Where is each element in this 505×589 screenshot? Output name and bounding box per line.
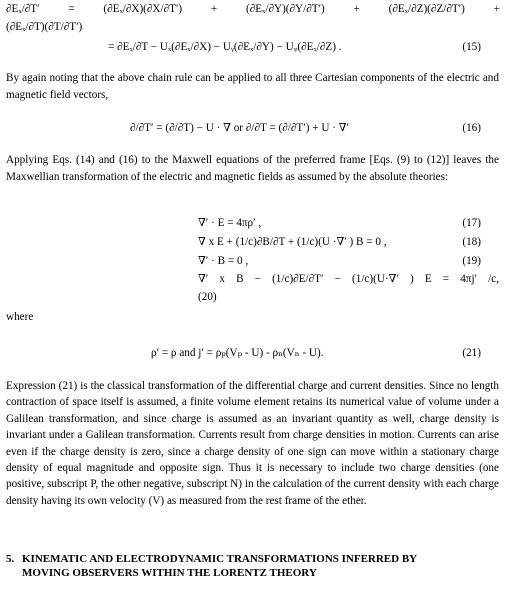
equation-15-line-1: ∂Eₓ/∂T′ = (∂Eₓ/∂X)(∂X/∂T′) + (∂Eₓ/∂Y)(∂Y/∂T′) + (∂Eₓ/∂Z)(∂Z/∂T′) + [6, 3, 500, 15]
equation-17: ∇′ · E = 4πρ′ , [198, 217, 262, 229]
section-number: 5. [6, 553, 15, 565]
equation-19: ∇′ · B = 0 , [198, 255, 249, 267]
equation-17-number: (17) [462, 217, 481, 229]
equation-18: ∇ x E + (1/c)∂B/∂T + (1/c)(U ·∇′ ) B = 0 , [198, 236, 387, 248]
equation-21-number: (21) [462, 347, 481, 359]
equation-15-line-2: (∂Eₓ/∂T)(∂T/∂T′) [6, 21, 83, 33]
paragraph-chain-rule: By again noting that the above chain rule can be applied to all three Cartesian components of the electric and magnetic field vectors, [6, 72, 499, 101]
equation-16-number: (16) [462, 122, 481, 134]
paragraph-classical-transformation: Expression (21) is the classical transformation of the differential charge and current densities. Since no length contraction of space itself is assumed, a finite volume element retains its numerical value of volume under a Galilean transformation, and since charge is assumed as an invariant quantity as well, charge density is invariant under a Galilean transformation. Currents result from charge densities in motion. Currents can arise even if the charge density is zero, since a charge density of one sign can move within a stationary charge density of equal magnitude and opposite sign. Thus it is necessary to include two charge densities (one positive, subscript P, the other negative, subscript N) in the calculation of the current density with each charge density having its own velocity (V) as measured from the rest frame of the ether. [6, 380, 499, 507]
equation-19-number: (19) [462, 255, 481, 267]
where-label: where [6, 311, 34, 323]
section-heading [6, 553, 500, 581]
equation-15-number: (15) [462, 41, 481, 53]
equation-15-line-3: = ∂Eₓ/∂T − Uₓ(∂Eₓ/∂X) − Uᵧ(∂Eₓ/∂Y) − Uᵩ(∂Eₓ/∂Z) . [108, 41, 342, 53]
equation-20: ∇′ x B − (1/c)∂E/∂T′ − (1/c)(U·∇′ ) E = 4πj′ /c, [198, 273, 499, 285]
paragraph-maxwell-transform: Applying Eqs. (14) and (16) to the Maxwell equations of the preferred frame [Eqs. (9) to (12)] leaves the Maxwellian transformation of the electric and magnetic fields as assumed by the absolute theories: [6, 154, 499, 183]
equation-20-number: (20) [198, 291, 217, 303]
equation-21: ρ′ = ρ and j′ = ρₚ(Vₚ - U) - ρₙ(Vₙ - U). [151, 347, 324, 359]
equation-16: ∂/∂T′ = (∂/∂T) − U · ∇ or ∂/∂T = (∂/∂T′) + U · ∇′ [130, 122, 349, 134]
section-title-line-1: KINEMATIC AND ELECTRODYNAMIC TRANSFORMATIONS INFERRED BY [22, 553, 418, 565]
section-title-line-2: MOVING OBSERVERS WITHIN THE LORENTZ THEORY [22, 566, 317, 579]
equation-18-number: (18) [462, 236, 481, 248]
